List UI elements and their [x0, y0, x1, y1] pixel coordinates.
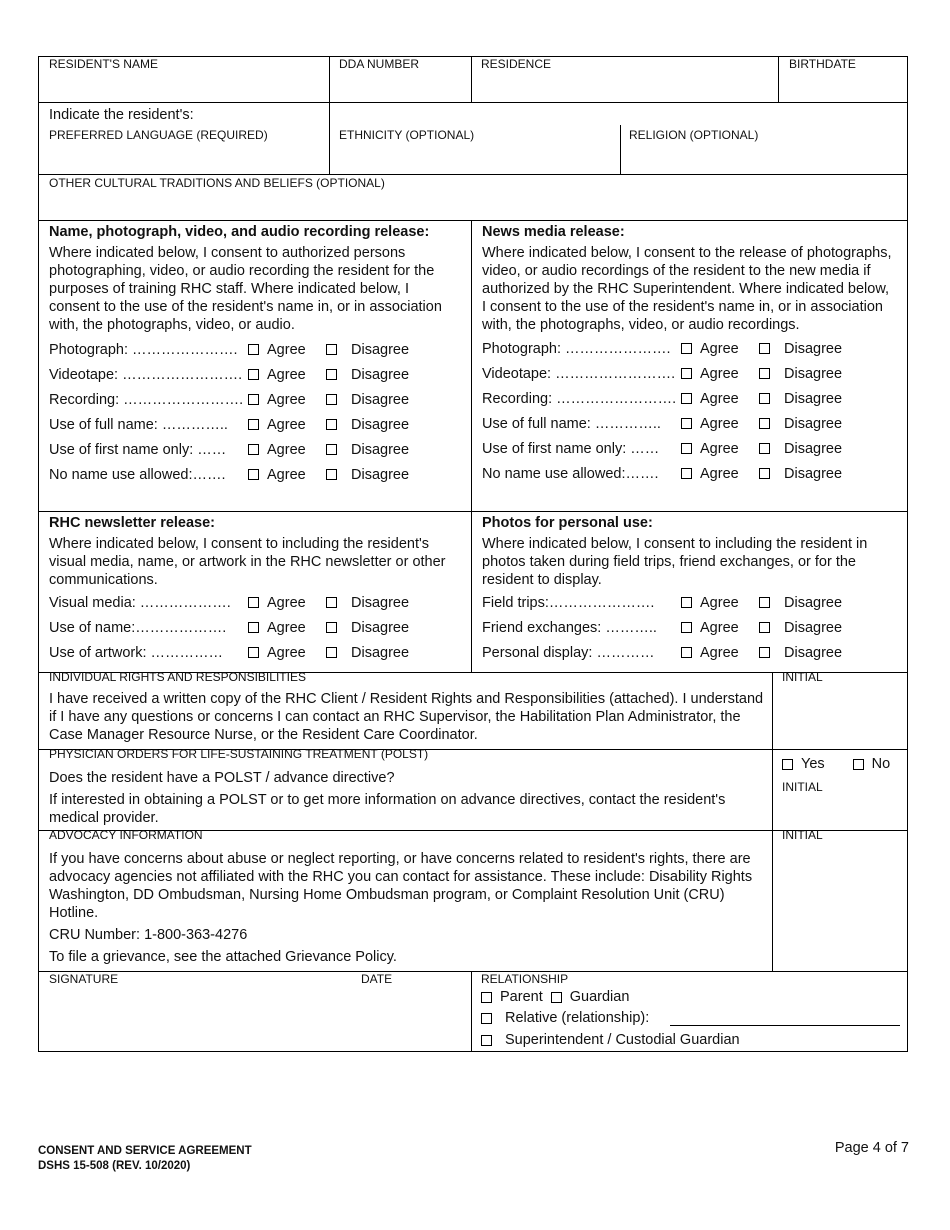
disagree-label: Disagree: [784, 465, 843, 482]
birthdate-label: BIRTHDATE: [789, 57, 856, 71]
agree-checkbox[interactable]: [681, 468, 692, 479]
advocacy-section: [39, 830, 773, 971]
agree-label: Agree: [700, 365, 739, 382]
date-label: DATE: [361, 972, 393, 986]
ethnicity-label: ETHNICITY (OPTIONAL): [339, 128, 475, 142]
agree-label: Agree: [267, 619, 306, 636]
newsletter-section: [39, 511, 472, 672]
news-release-text: Where indicated below, I consent to the release of photographs, video, or audio recordings of the resident to the new media if authorized by the RHC Superintendent. Where indicated below, I consent to the use of the resident's name in, or in association with, the photographs, video, or audio recordings.: [482, 245, 892, 333]
consent-row: [49, 615, 462, 640]
agree-label: Agree: [267, 391, 306, 408]
footer-form-number: DSHS 15-508 (REV. 10/2020): [38, 1160, 191, 1172]
disagree-checkbox[interactable]: [759, 368, 770, 379]
form-footer: [38, 1144, 252, 1174]
agree-label: Agree: [267, 466, 306, 483]
disagree-label: Disagree: [351, 644, 410, 661]
religion-label: RELIGION (OPTIONAL): [629, 128, 759, 142]
consent-item-label: Friend exchanges: ………..: [482, 619, 657, 636]
agree-label: Agree: [700, 440, 739, 457]
consent-row: [482, 461, 897, 486]
agree-label: Agree: [700, 465, 739, 482]
agree-label: Agree: [700, 594, 739, 611]
consent-item-label: Photograph: ………………….: [482, 340, 671, 357]
polst-info: If interested in obtaining a POLST or to get more information on advance directives, contact the resident's medical provider.: [49, 792, 726, 826]
disagree-checkbox[interactable]: [759, 418, 770, 429]
disagree-checkbox[interactable]: [326, 394, 337, 405]
agree-label: Agree: [700, 340, 739, 357]
advocacy-text: If you have concerns about abuse or neglect reporting, or have concerns related to resident's rights, there are advocacy agencies not affiliated with the RHC you can contact for assistance. These include: Disability Rights Washington, DD Ombudsman, Nursing Home Ombudsman program, or Complaint Resolution Unit (CRU) Hotline.: [49, 851, 753, 921]
consent-row: [49, 362, 462, 387]
resident-name-label: RESIDENT'S NAME: [49, 57, 158, 71]
polst-no-label: No: [871, 756, 891, 772]
agree-label: Agree: [267, 416, 306, 433]
parent-label: Parent: [500, 989, 543, 1005]
agree-checkbox[interactable]: [248, 344, 259, 355]
disagree-label: Disagree: [784, 644, 843, 661]
disagree-checkbox[interactable]: [759, 647, 770, 658]
newsletter-title: RHC newsletter release:: [49, 515, 216, 531]
consent-row: [482, 640, 897, 665]
footer-title: CONSENT AND SERVICE AGREEMENT: [38, 1145, 252, 1157]
cultural-intro: Indicate the resident's:: [49, 107, 194, 123]
disagree-label: Disagree: [351, 466, 410, 483]
page-number: Page 4 of 7: [834, 1140, 909, 1156]
consent-item-label: Use of name:……………….: [49, 619, 227, 636]
disagree-label: Disagree: [351, 619, 410, 636]
relative-checkbox[interactable]: [481, 1013, 492, 1024]
news-release-title: News media release:: [482, 224, 625, 240]
consent-row: [49, 437, 462, 462]
disagree-label: Disagree: [784, 619, 843, 636]
rights-initial-cell[interactable]: [773, 672, 907, 749]
preferred-language-label: PREFERRED LANGUAGE (REQUIRED): [49, 128, 268, 142]
agree-checkbox[interactable]: [681, 393, 692, 404]
photo-release-section: [39, 220, 472, 511]
disagree-label: Disagree: [784, 440, 843, 457]
consent-row: [49, 387, 462, 412]
disagree-label: Disagree: [351, 441, 410, 458]
personal-use-text: Where indicated below, I consent to including the resident in photos taken during field trips, friend exchanges, or for the resident to display.: [482, 536, 868, 588]
rights-label: INDIVIDUAL RIGHTS AND RESPONSIBILITIES: [49, 670, 306, 684]
polst-section: [39, 749, 773, 830]
consent-row: [49, 640, 462, 665]
consent-item-label: Videotape: …………………….: [49, 366, 243, 383]
residence-label: RESIDENCE: [481, 57, 552, 71]
agree-checkbox[interactable]: [248, 369, 259, 380]
disagree-label: Disagree: [351, 391, 410, 408]
agree-checkbox[interactable]: [681, 647, 692, 658]
consent-item-label: Use of full name: …………..: [482, 415, 661, 432]
rights-section: [39, 672, 773, 749]
consent-row: [482, 411, 897, 436]
superintendent-label: Superintendent / Custodial Guardian: [505, 1032, 740, 1048]
consent-row: [482, 590, 897, 615]
agree-checkbox[interactable]: [681, 443, 692, 454]
consent-row: [482, 436, 897, 461]
polst-label: PHYSICIAN ORDERS FOR LIFE-SUSTAINING TREATMENT (POLST): [49, 747, 429, 761]
agree-label: Agree: [267, 366, 306, 383]
agree-checkbox[interactable]: [681, 368, 692, 379]
polst-initial-label[interactable]: INITIAL: [782, 780, 823, 794]
disagree-checkbox[interactable]: [326, 597, 337, 608]
personal-use-title: Photos for personal use:: [482, 515, 653, 531]
signature-cell[interactable]: [39, 971, 472, 1051]
disagree-checkbox[interactable]: [759, 443, 770, 454]
rights-initial-label: INITIAL: [782, 670, 823, 684]
consent-row: [482, 336, 897, 361]
agree-checkbox[interactable]: [681, 597, 692, 608]
personal-use-section: [472, 511, 907, 672]
disagree-label: Disagree: [784, 415, 843, 432]
disagree-label: Disagree: [784, 365, 843, 382]
agree-label: Agree: [700, 644, 739, 661]
dda-number-cell[interactable]: [330, 57, 472, 102]
consent-row: [482, 615, 897, 640]
disagree-label: Disagree: [351, 341, 410, 358]
ethnicity-cell[interactable]: [330, 125, 621, 175]
consent-item-label: Use of first name only: ……: [482, 440, 660, 457]
agree-label: Agree: [700, 415, 739, 432]
guardian-checkbox[interactable]: [551, 992, 562, 1003]
cultural-row: [39, 102, 907, 174]
consent-row: [49, 590, 462, 615]
disagree-checkbox[interactable]: [326, 647, 337, 658]
advocacy-initial-cell[interactable]: [773, 830, 907, 971]
polst-question: Does the resident have a POLST / advance directive?: [49, 770, 395, 786]
consent-item-label: Use of full name: …………..: [49, 416, 228, 433]
agree-label: Agree: [700, 619, 739, 636]
disagree-checkbox[interactable]: [326, 369, 337, 380]
photo-release-text: Where indicated below, I consent to authorized persons photographing, video, or audio recording the resident for the purposes of training RHC staff. Where indicated below, I consent to the use of the resident's name in, or in association with, the photographs, video, or audio.: [49, 245, 442, 333]
rights-text: I have received a written copy of the RHC Client / Resident Rights and Responsibilities (attached). I understand if I have any questions or concerns I can contact an RHC Supervisor, the Habilitation Plan Administrator, the Case Manager Resource Nurse, or the Resident Care Coordinator.: [49, 691, 764, 743]
relationship-label: RELATIONSHIP: [481, 972, 569, 986]
dda-number-label: DDA NUMBER: [339, 57, 420, 71]
agree-checkbox[interactable]: [681, 418, 692, 429]
signature-label: SIGNATURE: [49, 972, 119, 986]
consent-item-label: No name use allowed:…….: [49, 466, 226, 483]
disagree-checkbox[interactable]: [326, 344, 337, 355]
agree-checkbox[interactable]: [248, 444, 259, 455]
news-release-section: [472, 220, 907, 511]
consent-row: [49, 337, 462, 362]
agree-label: Agree: [700, 390, 739, 407]
superintendent-checkbox[interactable]: [481, 1035, 492, 1046]
agree-label: Agree: [267, 594, 306, 611]
disagree-checkbox[interactable]: [326, 469, 337, 480]
other-traditions-label: OTHER CULTURAL TRADITIONS AND BELIEFS (OPTIONAL): [49, 176, 385, 190]
disagree-label: Disagree: [351, 594, 410, 611]
consent-form: [38, 56, 908, 1052]
grievance-text: To file a grievance, see the attached Grievance Policy.: [49, 949, 397, 965]
consent-item-label: Personal display: …………: [482, 644, 655, 661]
polst-yes-checkbox[interactable]: [782, 759, 793, 770]
disagree-label: Disagree: [784, 390, 843, 407]
advocacy-initial-label: INITIAL: [782, 828, 823, 842]
agree-checkbox[interactable]: [248, 647, 259, 658]
religion-cell[interactable]: [621, 125, 907, 175]
disagree-checkbox[interactable]: [759, 343, 770, 354]
disagree-label: Disagree: [784, 340, 843, 357]
birthdate-cell[interactable]: [779, 57, 907, 102]
newsletter-text: Where indicated below, I consent to including the resident's visual media, name, or artwork in the RHC newsletter or other communications.: [49, 536, 446, 588]
consent-row: [49, 412, 462, 437]
agree-checkbox[interactable]: [248, 419, 259, 430]
polst-yes-label: Yes: [801, 756, 825, 772]
disagree-checkbox[interactable]: [759, 468, 770, 479]
consent-item-label: Visual media: ……………….: [49, 594, 231, 611]
relative-relationship-line[interactable]: [670, 1025, 900, 1026]
disagree-label: Disagree: [784, 594, 843, 611]
polst-initial-cell: [773, 749, 907, 830]
consent-item-label: Recording: …………………….: [482, 390, 677, 407]
agree-checkbox[interactable]: [248, 597, 259, 608]
disagree-checkbox[interactable]: [326, 444, 337, 455]
consent-row: [49, 462, 462, 487]
relative-label: Relative (relationship):: [505, 1010, 650, 1026]
preferred-language-cell[interactable]: [39, 103, 330, 175]
disagree-checkbox[interactable]: [326, 622, 337, 633]
consent-item-label: Use of artwork: ……………: [49, 644, 224, 661]
advocacy-label: ADVOCACY INFORMATION: [49, 828, 203, 842]
other-traditions-cell[interactable]: [39, 174, 907, 220]
agree-checkbox[interactable]: [248, 469, 259, 480]
disagree-label: Disagree: [351, 366, 410, 383]
relationship-cell: [472, 971, 907, 1051]
disagree-checkbox[interactable]: [759, 622, 770, 633]
disagree-label: Disagree: [351, 416, 410, 433]
disagree-checkbox[interactable]: [759, 393, 770, 404]
consent-item-label: Photograph: ………………….: [49, 341, 238, 358]
photo-release-title: Name, photograph, video, and audio recording release:: [49, 224, 430, 240]
agree-label: Agree: [267, 441, 306, 458]
consent-row: [482, 361, 897, 386]
residence-cell[interactable]: [472, 57, 779, 102]
agree-checkbox[interactable]: [248, 394, 259, 405]
consent-item-label: No name use allowed:…….: [482, 465, 659, 482]
consent-item-label: Field trips:………………….: [482, 594, 655, 611]
agree-label: Agree: [267, 341, 306, 358]
cru-number: CRU Number: 1-800-363-4276: [49, 927, 248, 943]
resident-name-cell[interactable]: [39, 57, 330, 102]
agree-checkbox[interactable]: [681, 622, 692, 633]
consent-row: [482, 386, 897, 411]
consent-item-label: Use of first name only: ……: [49, 441, 227, 458]
consent-item-label: Recording: …………………….: [49, 391, 244, 408]
agree-checkbox[interactable]: [681, 343, 692, 354]
disagree-checkbox[interactable]: [326, 419, 337, 430]
guardian-label: Guardian: [569, 989, 630, 1005]
agree-label: Agree: [267, 644, 306, 661]
parent-checkbox[interactable]: [481, 992, 492, 1003]
disagree-checkbox[interactable]: [759, 597, 770, 608]
agree-checkbox[interactable]: [248, 622, 259, 633]
consent-item-label: Videotape: …………………….: [482, 365, 676, 382]
polst-no-checkbox[interactable]: [853, 759, 864, 770]
